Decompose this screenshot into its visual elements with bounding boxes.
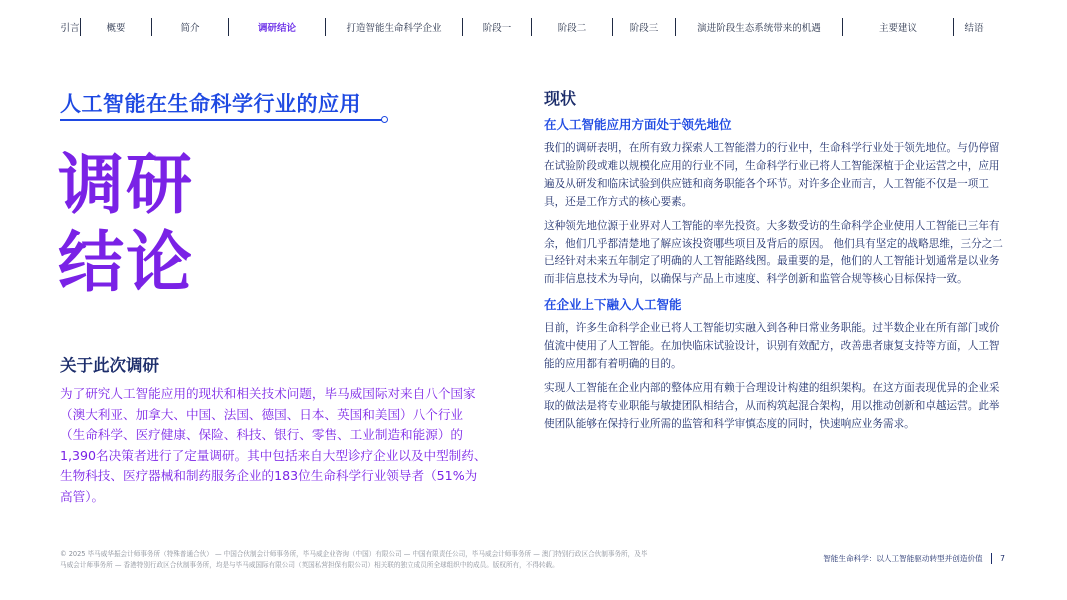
section-nav bbox=[60, 17, 1007, 37]
nav-item-11[interactable]: 结语 bbox=[964, 23, 984, 34]
report-title: 智能生命科学：以人工智能驱动转型并创造价值 bbox=[823, 554, 983, 563]
findings-column bbox=[544, 86, 1009, 440]
page-title bbox=[58, 146, 194, 302]
nav-item-2[interactable]: 概要 bbox=[106, 23, 126, 34]
footer-report-info bbox=[823, 553, 1005, 564]
section1-paragraph-1: 我们的调研表明，在所有致力探索人工智能潜力的行业中，生命科学行业处于领先地位。与仍停留在试验阶段或难以规模化应用的行业不同，生命科学行业已将人工智能深植于企业运营之中，应用遍及从研发和临床试验到供应链和商务职能各个环节。对许多企业而言，人工智能不仅是一项工具，还是工作方式的核心要素。 bbox=[544, 142, 1000, 208]
section1-paragraph-2: 这种领先地位源于业界对人工智能的率先投资。大多数受访的生命科学企业使用人工智能已三年有余，他们几乎都清楚地了解应该投资哪些项目及背后的原因。 他们具有坚定的战略思维，三分之二已经针对未来五年制定了明确的人工智能路线图。最重要的是，他们的人工智能计划通常是以业务而非信息技术为导向，以确保与产品上市速度、科学创新和监管合规等核心目标保持一致。 bbox=[544, 219, 1003, 286]
nav-item-4[interactable]: 调研结论 bbox=[257, 23, 296, 34]
nav-item-6[interactable]: 阶段一 bbox=[482, 23, 512, 34]
about-survey-heading: 关于此次调研 bbox=[60, 356, 159, 375]
subtitle-underline bbox=[60, 119, 384, 121]
legal-notice: © 2025 毕马威华振会计师事务所（特殊普通合伙） — 中国合伙制会计师事务所，毕马威企业咨询（中国）有限公司 — 中国有限责任公司，毕马威会计师事务所 — 澳门特别行政区合伙制事务所，及毕马威会计师事务所 — 香港特别行政区合伙制事务所，均是与毕马威国际有限公司（英国私营担保有限公司）相关联的独立成员所全球组织中的成员。版权所有，不得转载。 bbox=[60, 550, 648, 569]
nav-item-10[interactable]: 主要建议 bbox=[878, 23, 917, 34]
section2-paragraph-2: 实现人工智能在企业内部的整体应用有赖于合理设计构建的组织架构。在这方面表现优异的企业采取的做法是将专业职能与敏捷团队相结合，从而构筑起混合架构，用以推动创新和卓越运营。此举使团队能够在保持行业所需的监管和科学审慎态度的同时，快速响应业务需求。 bbox=[544, 381, 1000, 430]
section2-heading: 在企业上下融入人工智能 bbox=[544, 297, 682, 313]
nav-item-5[interactable]: 打造智能生命科学企业 bbox=[346, 23, 442, 34]
nav-item-3[interactable]: 简介 bbox=[180, 23, 200, 34]
findings-heading: 现状 bbox=[544, 89, 577, 108]
section2-paragraph-1: 目前，许多生命科学企业已将人工智能切实融入到各种日常业务职能。过半数企业在所有部门或价值流中使用了人工智能。在加快临床试验设计，识别有效配方，改善患者康复支持等方面，人工智能的应用都有着明确的目的。 bbox=[544, 322, 1000, 371]
section1-heading: 在人工智能应用方面处于领先地位 bbox=[544, 117, 732, 132]
underline-end-dot bbox=[381, 116, 388, 123]
footer-divider bbox=[991, 553, 993, 564]
section-subtitle: 人工智能在生命科学行业的应用 bbox=[60, 92, 361, 116]
about-survey-body: 为了研究人工智能应用的现状和相关技术问题，毕马威国际对来自八个国家（澳大利亚、加拿大、中国、法国、德国、日本、英国和美国）八个行业（生命科学、医疗健康、保险、科技、银行、零售、工业制造和能源）的1,390名决策者进行了定量调研。其中包括来自大型诊疗企业以及中型制药、生物科技、医疗器械和制药服务企业的183位生命科学行业领导者（51%为高管）。 bbox=[60, 386, 487, 504]
page-number: 7 bbox=[1000, 554, 1005, 563]
page-title-line-1: 调研 bbox=[58, 146, 194, 223]
page-title-line-2: 结论 bbox=[58, 224, 194, 301]
nav-item-9[interactable]: 演进阶段生态系统带来的机遇 bbox=[697, 23, 821, 34]
nav-item-8[interactable]: 阶段三 bbox=[629, 23, 659, 34]
nav-item-1[interactable]: 引言 bbox=[60, 23, 80, 34]
nav-item-7[interactable]: 阶段二 bbox=[557, 23, 587, 34]
